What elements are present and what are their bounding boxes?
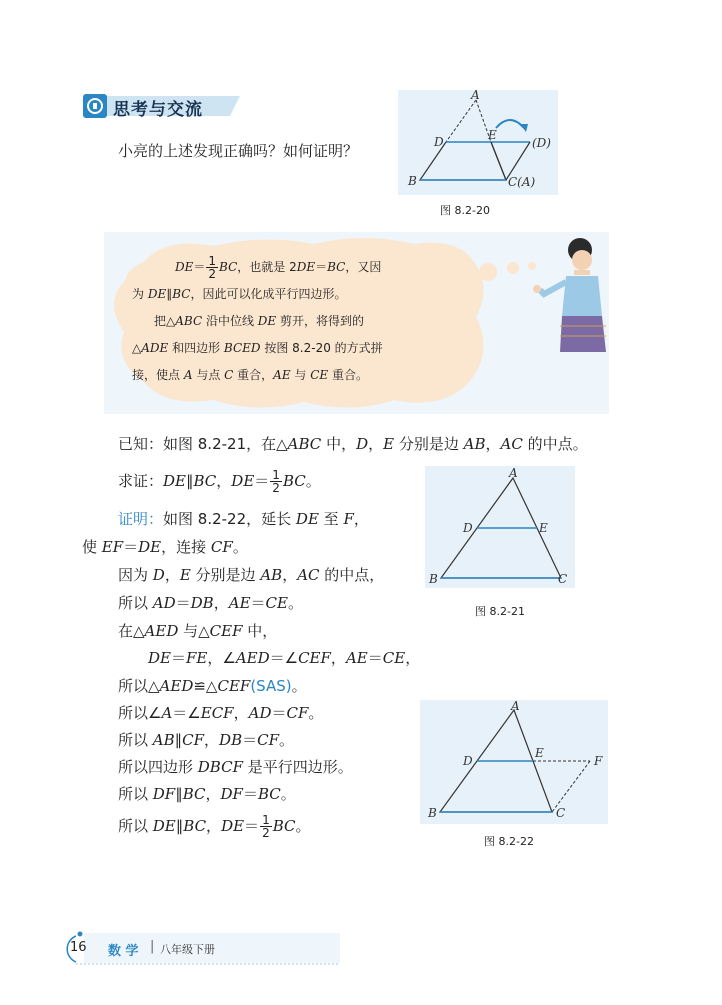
proof-line-12 <box>118 812 311 840</box>
text-run: 把△ <box>154 314 176 328</box>
label-A: A <box>509 466 518 480</box>
text-run: AE <box>345 649 368 667</box>
text-run: BC <box>182 785 206 803</box>
text-run: ∥ <box>175 785 183 803</box>
label-F: F <box>594 754 603 768</box>
fraction <box>260 814 272 839</box>
text-run: 与 <box>290 368 311 382</box>
text-run: 至 <box>318 510 344 528</box>
text-run: 按图 8.2-20 的方式拼 <box>260 341 383 355</box>
text-run: 使 <box>82 538 102 556</box>
label-B: B <box>408 174 417 188</box>
text-run: 中， <box>321 435 357 453</box>
label-B: B <box>429 572 438 586</box>
text-run: D <box>356 435 369 453</box>
label-E: E <box>535 746 544 760</box>
text-run: DE <box>257 314 277 328</box>
text-run: DE <box>221 817 245 835</box>
cloud-line-2 <box>132 281 383 308</box>
text-run: ＝ <box>123 538 139 556</box>
label-E: E <box>539 521 548 535</box>
text-run: CE <box>382 649 406 667</box>
proof-line-4 <box>118 593 303 613</box>
text-run: CEF <box>217 677 251 695</box>
text-run: DE <box>295 510 319 528</box>
text-run: BC <box>272 817 296 835</box>
text-run: 的中点， <box>319 566 385 584</box>
label-B: B <box>428 806 437 820</box>
text-run: 与点 <box>192 368 225 382</box>
text-run: 所以∠ <box>118 704 162 722</box>
text-run: 。 <box>287 594 303 612</box>
text-run: BC <box>282 472 306 490</box>
text-run: 2 <box>272 481 280 495</box>
text-run: (SAS) <box>250 677 292 695</box>
text-run: ＝∠ <box>172 704 201 722</box>
label-D: D <box>463 754 473 768</box>
text-run: 重合。 <box>328 368 369 382</box>
proof-line-2 <box>82 537 248 557</box>
text-run: ＝ <box>271 704 287 722</box>
text-run: ∥ <box>174 731 183 749</box>
text-run: DE <box>296 260 316 274</box>
text-run: ， <box>206 817 222 835</box>
figure-8-2-21 <box>425 466 575 588</box>
text-run: ， <box>216 472 232 490</box>
question-text: 小亮的上述发现正确吗？如何证明？ <box>118 142 359 160</box>
text-run: ABC <box>175 314 203 328</box>
proof-line-7 <box>118 676 307 696</box>
text-run: ， <box>485 435 501 453</box>
text-run: CEF <box>298 649 331 667</box>
prove-statement <box>118 467 321 495</box>
label-A: A <box>511 700 520 713</box>
text-run: ， <box>164 566 180 584</box>
proof-line-5 <box>118 621 277 641</box>
text-run: ＝ <box>244 817 260 835</box>
text-run: 2 <box>262 826 270 840</box>
text-run: ∥ <box>166 287 173 301</box>
text-run: ＝ <box>175 594 191 612</box>
fraction <box>270 469 282 494</box>
text-run: BCED <box>223 341 261 355</box>
figure-8-2-20-caption: 图 8.2-20 <box>440 204 490 217</box>
proof-line-3 <box>118 565 384 585</box>
text-run: 求证： <box>118 472 164 490</box>
text-run: 和四边形 <box>168 341 224 355</box>
text-run: 所以 <box>118 594 153 612</box>
text-run: A <box>161 704 173 722</box>
text-run: AC <box>297 566 320 584</box>
footer-separator: | <box>150 939 155 954</box>
text-run: AB <box>463 435 486 453</box>
section-title: 思考与交流 <box>113 100 203 120</box>
text-run: 所以△ <box>118 677 160 695</box>
text-run: 分别是边 <box>394 435 464 453</box>
figure-8-2-21-caption: 图 8.2-21 <box>475 605 525 618</box>
text-run: DE <box>163 472 186 490</box>
label-E: E <box>488 128 497 142</box>
text-run: AB <box>152 731 175 749</box>
text-run: 如图 8.2-22，延长 <box>163 510 296 528</box>
text-run: DE <box>152 817 176 835</box>
text-run: 剪开，将得到的 <box>276 314 364 328</box>
text-run: E <box>179 566 191 584</box>
text-run: 。 <box>279 731 295 749</box>
page-number: 16 <box>70 940 87 955</box>
text-run: DE <box>148 649 171 667</box>
text-run: 。 <box>295 817 311 835</box>
text-run: ，因此可以化成平行四边形。 <box>190 287 347 301</box>
text-run: CEF <box>209 622 243 640</box>
cloud-line-3 <box>154 308 383 335</box>
text-run: 接，使点 <box>132 368 184 382</box>
text-run: 为 <box>132 287 148 301</box>
text-run: 重合， <box>233 368 274 382</box>
text-run: ∥ <box>175 817 184 835</box>
text-run: 。 <box>291 677 307 695</box>
text-run: AE <box>273 368 291 382</box>
text-run: CE <box>265 594 288 612</box>
text-run: 在△ <box>118 622 145 640</box>
cloud-line-1 <box>175 254 383 281</box>
text-run: ， <box>205 785 221 803</box>
figure-8-2-22-diagram <box>420 700 608 824</box>
label-D-paren: (D) <box>532 136 551 150</box>
text-run: CF <box>210 538 233 556</box>
text-run: 。 <box>232 538 248 556</box>
text-run: AD <box>152 594 176 612</box>
text-run: C <box>224 368 234 382</box>
text-run: E <box>383 435 395 453</box>
text-run: DBCF <box>197 758 243 776</box>
page-footer <box>60 928 340 968</box>
text-run: 1 <box>208 254 217 268</box>
text-run: BC <box>172 287 191 301</box>
text-run: ， <box>330 649 346 667</box>
text-run: 与△ <box>178 622 210 640</box>
text-run: 的中点。 <box>522 435 588 453</box>
text-run: ∥ <box>186 472 194 490</box>
text-run: DF <box>152 785 176 803</box>
footer-subject: 数 学 <box>108 944 139 959</box>
text-run: ＝ <box>242 731 258 749</box>
text-run: 所以 <box>118 731 153 749</box>
text-run: ＝ <box>193 260 206 274</box>
cloud-line-4 <box>132 335 383 362</box>
text-run: DB <box>190 594 214 612</box>
text-run: DE <box>147 287 167 301</box>
text-run: ， <box>282 566 298 584</box>
text-run: AC <box>500 435 523 453</box>
proof-line-6 <box>148 648 420 668</box>
text-run: ，也就是 2 <box>237 260 297 274</box>
text-run: ， <box>204 731 220 749</box>
proof-line-1 <box>118 509 369 529</box>
text-run: 所以 <box>118 817 153 835</box>
proof-line-8 <box>118 703 323 723</box>
cloud-text <box>132 254 383 389</box>
text-run: AED <box>144 622 179 640</box>
text-run: D <box>152 566 165 584</box>
text-run: 1 <box>272 468 280 482</box>
text-run: CF <box>286 704 309 722</box>
text-run: ADE <box>141 341 169 355</box>
text-run: 2 <box>208 267 217 281</box>
label-C: C <box>558 572 568 586</box>
label-D: D <box>463 521 473 535</box>
figure-8-2-20-diagram <box>398 90 558 195</box>
text-run: 。 <box>308 704 324 722</box>
text-run: AB <box>260 566 283 584</box>
text-run: DF <box>220 785 243 803</box>
figure-8-2-22 <box>420 700 608 824</box>
text-run: DE <box>138 538 162 556</box>
text-run: A <box>183 368 193 382</box>
text-run: 已知：如图 8.2-21，在△ <box>118 435 288 453</box>
text-run: CE <box>310 368 329 382</box>
text-run: BC <box>257 785 281 803</box>
text-run: FE <box>186 649 208 667</box>
text-run: 因为 <box>118 566 153 584</box>
proof-line-11 <box>118 784 296 804</box>
figure-8-2-21-diagram <box>425 466 575 588</box>
text-run: ＝∠ <box>269 649 299 667</box>
proof-line-9 <box>118 730 294 750</box>
text-run: CF <box>257 731 280 749</box>
label-C-A: C(A) <box>508 175 536 189</box>
cloud-line-5 <box>132 362 383 389</box>
text-run: 。 <box>280 785 296 803</box>
text-run: ≌△ <box>193 677 218 695</box>
text-run: DE <box>231 472 255 490</box>
label-D: D <box>434 135 444 149</box>
text-run: ， <box>405 649 421 667</box>
text-run: AE <box>228 594 251 612</box>
text-run: 是平行四边形。 <box>243 758 353 776</box>
figure-8-2-20 <box>398 90 558 195</box>
fraction <box>206 255 218 280</box>
text-run: ，又因 <box>345 260 382 274</box>
footer-grade: 八年级下册 <box>160 943 215 956</box>
text-run: ＝ <box>254 472 270 490</box>
proof-label: 证明： <box>118 510 164 528</box>
text-run: ，连接 <box>161 538 211 556</box>
text-run: DB <box>219 731 243 749</box>
text-run: AD <box>248 704 272 722</box>
text-run: AED <box>235 649 270 667</box>
text-run: BC <box>327 260 346 274</box>
text-run: 1 <box>262 813 270 827</box>
text-run: ＝ <box>367 649 383 667</box>
text-run: ， <box>368 435 384 453</box>
text-run: 。 <box>305 472 321 490</box>
text-run: △ <box>132 341 142 355</box>
text-run: ECF <box>200 704 234 722</box>
text-run: 分别是边 <box>190 566 261 584</box>
text-run: 所以 <box>118 785 153 803</box>
text-run: F <box>343 510 354 528</box>
figure-8-2-22-caption: 图 8.2-22 <box>484 835 534 848</box>
text-run: ， <box>233 704 249 722</box>
text-run: ＝ <box>315 260 328 274</box>
text-run: ＝ <box>242 785 258 803</box>
section-header <box>80 93 245 119</box>
label-A: A <box>471 90 480 102</box>
text-run: 所以四边形 <box>118 758 198 776</box>
text-run: BC <box>183 817 207 835</box>
label-C: C <box>556 806 566 820</box>
text-run: BC <box>219 260 238 274</box>
proof-line-10 <box>118 757 353 777</box>
text-run: AED <box>159 677 194 695</box>
text-run: ，∠ <box>207 649 236 667</box>
known-statement <box>118 434 588 454</box>
text-run: ABC <box>287 435 322 453</box>
text-run: CF <box>182 731 205 749</box>
text-run: ， <box>353 510 369 528</box>
text-run: 沿中位线 <box>202 314 258 328</box>
text-run: BC <box>193 472 217 490</box>
text-run: EF <box>101 538 124 556</box>
text-run: ， <box>213 594 229 612</box>
text-run: ＝ <box>170 649 186 667</box>
text-run: DE <box>175 260 194 274</box>
text-run: 中， <box>242 622 278 640</box>
text-run: ＝ <box>250 594 266 612</box>
